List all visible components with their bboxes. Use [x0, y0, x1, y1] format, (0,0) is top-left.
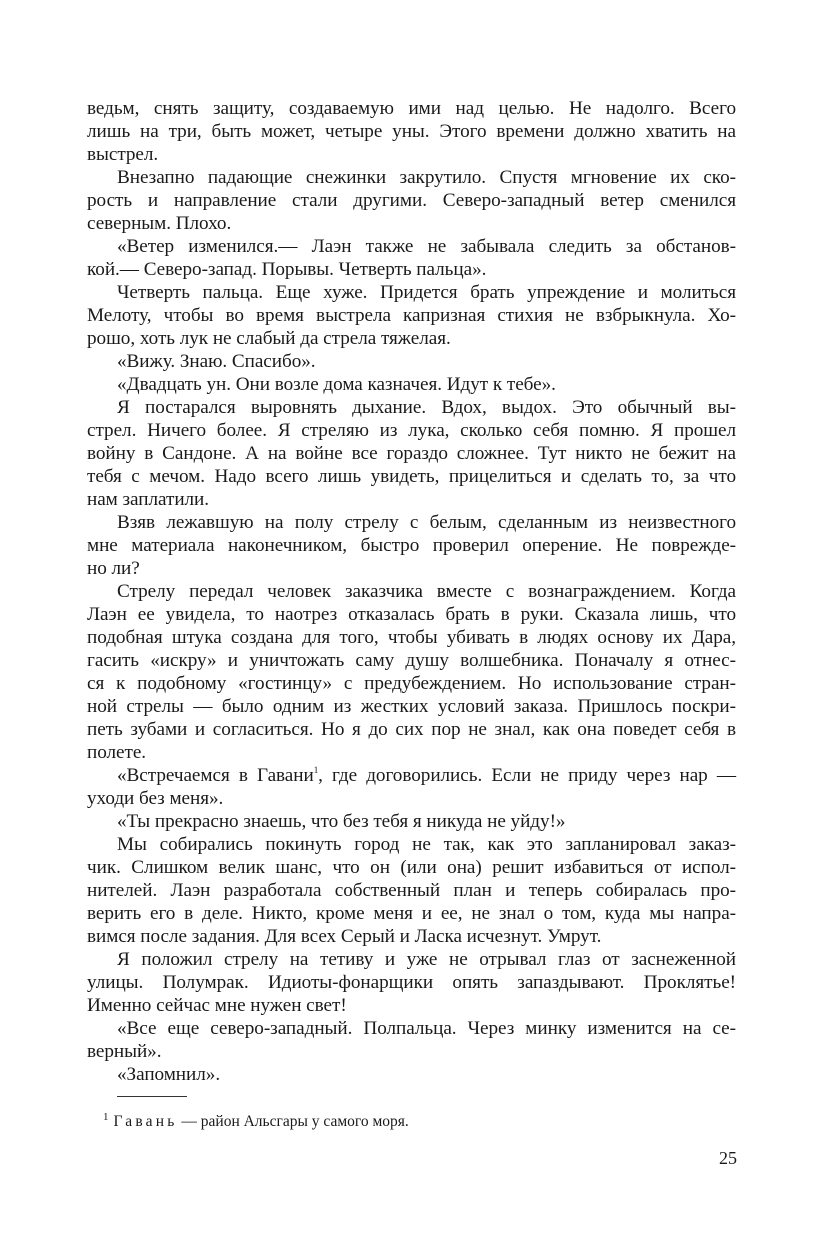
text-line: Именно сейчас мне нужен свет! [87, 995, 347, 1016]
text-line: Мелоту, чтобы во время выстрела капризная стихия не взбрыкнула. Хо- [87, 305, 736, 326]
footnote-divider [117, 1096, 187, 1097]
text-line: но ли? [87, 558, 140, 579]
text-line: Взяв лежавшую на полу стрелу с белым, сделанным из неизвестного [117, 512, 736, 533]
text-line: стрел. Ничего более. Я стреляю из лука, сколько себя помню. Я прошел [87, 420, 736, 441]
footnote [103, 1112, 409, 1132]
text-line: рость и направление стали другими. Северо-западный ветер сменился [87, 190, 736, 211]
text-line: рошо, хоть лук не слабый да стрела тяжелая. [87, 328, 451, 349]
text-line: лишь на три, быть может, четыре уны. Этого времени должно хватить на [87, 121, 736, 142]
text-segment: «Встречаемся в Гавани [117, 765, 314, 786]
text-line: «Запомнил». [117, 1064, 221, 1085]
text-line: Стрелу передал человек заказчика вместе с вознаграждением. Когда [117, 581, 736, 602]
text-line: нителей. Лаэн разработала собственный план и теперь собиралась про- [87, 880, 736, 901]
text-line: нам заплатили. [87, 489, 210, 510]
footnote-term: Гавань [113, 1113, 178, 1130]
text-line: вимся после задания. Для всех Серый и Ласка исчезнут. Умрут. [87, 926, 602, 947]
text-line: выстрел. [87, 144, 159, 165]
text-line: мне материала наконечником, быстро проверил оперение. Не поврежде- [87, 535, 736, 556]
text-line: улицы. Полумрак. Идиоты-фонарщики опять запаздывают. Проклятье! [87, 972, 736, 993]
text-line: полете. [87, 742, 147, 763]
text-line: «Ты прекрасно знаешь, что без тебя я никуда не уйду!» [117, 811, 566, 832]
text-line: ной стрелы — было одним из жестких условий заказа. Пришлось поскри- [87, 696, 736, 717]
text-line: «Все еще северо-западный. Полпальца. Через минку изменится на се- [117, 1018, 736, 1039]
text-segment: , где договорились. Если не приду через нар — [318, 765, 736, 786]
text-line [87, 764, 736, 787]
text-line: верный». [87, 1041, 162, 1062]
footnote-text: — район Альсгары у самого моря. [181, 1113, 409, 1130]
text-line: чик. Слишком велик шанс, что он (или она) решит избавиться от испол- [87, 857, 736, 878]
text-line: «Вижу. Знаю. Спасибо». [117, 351, 316, 372]
text-line: ся к подобному «гостинцу» с предубеждением. Но использование стран- [87, 673, 736, 694]
text-line: северным. Плохо. [87, 213, 232, 234]
text-line: Я положил стрелу на тетиву и уже не отрывал глаз от заснеженной [117, 949, 736, 970]
text-line: тебя с мечом. Надо всего лишь увидеть, прицелиться и сделать то, за что [87, 466, 736, 487]
page-number: 25 [719, 1148, 737, 1168]
text-line: Я постарался выровнять дыхание. Вдох, выдох. Это обычный вы- [117, 397, 736, 418]
text-line: «Ветер изменился.— Лаэн также не забывала следить за обстанов- [117, 236, 736, 257]
body-text [87, 97, 736, 1086]
text-line: Мы собирались покинуть город не так, как это запланировал заказ- [117, 834, 736, 855]
text-line: Внезапно падающие снежинки закрутило. Спустя мгновение их ско- [117, 167, 736, 188]
text-line: петь зубами и согласиться. Но я до сих пор не знал, как она поведет себя в [87, 719, 736, 740]
text-line: уходи без меня». [87, 788, 224, 809]
footnote-reference: 1 [313, 765, 319, 775]
text-line: Четверть пальца. Еще хуже. Придется брать упреждение и молиться [117, 282, 736, 303]
text-line: войну в Сандоне. А на войне все гораздо сложнее. Тут никто не бежит на [87, 443, 736, 464]
text-line: кой.— Северо-запад. Порывы. Четверть пальца». [87, 259, 487, 280]
text-line: верить его в деле. Никто, кроме меня и ее, не знал о том, куда мы напра- [87, 903, 736, 924]
text-line: «Двадцать ун. Они возле дома казначея. Идут к тебе». [117, 374, 556, 395]
text-line: ведьм, снять защиту, создаваемую ими над целью. Не надолго. Всего [87, 98, 736, 119]
text-line: Лаэн ее увидела, то наотрез отказалась брать в руки. Сказала лишь, что [87, 604, 736, 625]
text-line: подобная штука создана для того, чтобы убивать в людях основу их Дара, [87, 627, 736, 648]
text-line: гасить «искру» и уничтожать саму душу волшебника. Поначалу я отнес- [87, 650, 736, 671]
footnote-mark: 1 [103, 1111, 109, 1123]
